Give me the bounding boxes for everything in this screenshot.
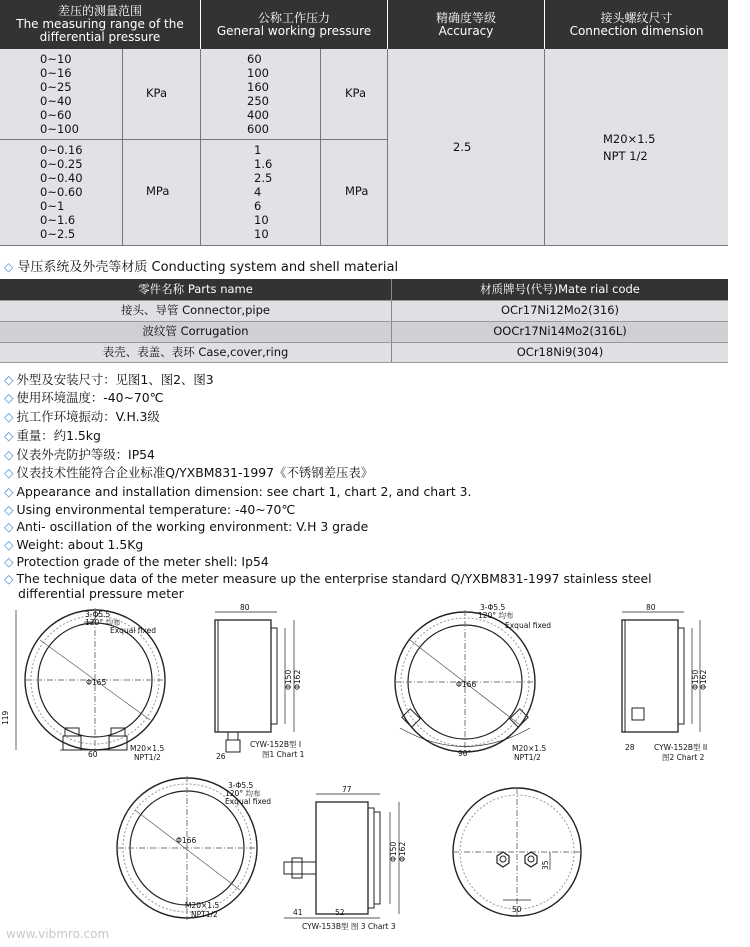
- chart3-holes: 3-Φ5.5: [228, 781, 254, 790]
- mpa-working-item: 6: [254, 199, 262, 213]
- diamond-bullet-icon: ◇: [4, 571, 14, 586]
- kpa-working-item: 100: [247, 66, 269, 80]
- note-item: ◇ 仪表外壳防护等级：IP54: [4, 447, 155, 462]
- mpa-range-item: 0~1.6: [40, 213, 76, 227]
- chart1-dim-150: Φ150: [284, 669, 293, 690]
- chart2-dim-28: 28: [625, 743, 635, 752]
- mpa-range-item: 0~0.25: [40, 157, 83, 171]
- chart3-dim-52: 52: [335, 908, 345, 917]
- kpa-working-item: 400: [247, 108, 269, 122]
- kpa-working-item: 60: [247, 52, 262, 66]
- chart3-thread: M20×1.5: [185, 901, 220, 910]
- note-item: ◇ 使用环境温度：-40~70℃: [4, 390, 164, 405]
- diamond-bullet-icon: ◇: [4, 554, 14, 569]
- chart1-thread2: NPT1/2: [134, 753, 161, 762]
- mpa-working-item: 2.5: [254, 171, 273, 185]
- mpa-range-list: [40, 143, 83, 241]
- mpa-range-item: 0~1: [40, 199, 65, 213]
- mpa-range-item: 0~0.60: [40, 185, 83, 199]
- note-item: ◇ Protection grade of the meter shell: Ip54: [4, 554, 269, 569]
- kpa-range-list: [40, 52, 79, 136]
- note-item: ◇ Using environmental temperature: -40~70℃: [4, 502, 296, 517]
- kpa-range-item: 0~25: [40, 80, 72, 94]
- kpa-range-item: 0~100: [40, 122, 79, 136]
- mpa-working-unit: MPa: [345, 184, 369, 198]
- chart2-dim-90: 90°: [458, 749, 472, 758]
- chart1-model: CYW-152B型 I: [250, 740, 302, 749]
- mpa-range-item: 0~2.5: [40, 227, 76, 241]
- chart2-thread2: NPT1/2: [514, 753, 541, 762]
- mpa-working-item: 1: [254, 143, 262, 157]
- watermark: www.vibmro.com: [6, 927, 110, 941]
- kpa-working-unit: KPa: [345, 86, 367, 100]
- diamond-bullet-icon: ◇: [4, 502, 14, 517]
- installation-drawings: [0, 600, 750, 947]
- table-row: 表壳、表盖、表环 Case,cover,ring OCr18Ni9(304): [0, 342, 728, 363]
- diamond-bullet-icon: ◇: [4, 428, 14, 443]
- table-row: 接头、导管 Connector,pipe OCr17Ni12Mo2(316): [0, 300, 728, 321]
- note-item: ◇ Appearance and installation dimension: see chart 1, chart 2, and chart 3.: [4, 484, 472, 499]
- chart1-holes-angle: 120° 均布: [85, 618, 121, 627]
- chart1-dim-119: 119: [1, 710, 10, 725]
- chart3-rear-view: [453, 788, 582, 916]
- chart2-dim-162: Φ162: [699, 669, 708, 690]
- chart3-dim-162: Φ162: [398, 841, 407, 862]
- note-item: ◇ 仪表技术性能符合企业标准Q/YXBM831-1997《不锈钢差压表》: [4, 465, 374, 480]
- note-item: ◇ 重量：约1.5kg: [4, 428, 101, 443]
- chart1-dim-26: 26: [216, 752, 226, 761]
- diamond-bullet-icon: ◇: [4, 537, 14, 552]
- diamond-bullet-icon: ◇: [4, 484, 14, 499]
- chart1-holes-en: Exqual fixed: [110, 626, 157, 635]
- header-accuracy: 精确度等级 Accuracy: [388, 0, 544, 49]
- diamond-bullet-icon: ◇: [4, 465, 14, 480]
- material-table: [0, 279, 728, 363]
- chart1-holes: 3-Φ5.5: [85, 610, 111, 619]
- chart3-side-view: [284, 794, 399, 918]
- spec-table: [0, 0, 728, 246]
- chart1-dim-80: 80: [240, 603, 250, 612]
- header-range: 差压的测量范围 The measuring range of the differential pressure: [0, 0, 200, 49]
- note-item: ◇ 外型及安装尺寸：见图1、图2、图3: [4, 372, 214, 387]
- chart3-dim-41: 41: [293, 908, 303, 917]
- chart3-thread2: NPT1/2: [191, 910, 218, 919]
- chart2-side-view: [622, 612, 700, 732]
- accuracy-value: 2.5: [453, 140, 472, 154]
- diamond-bullet-icon: ◇: [4, 390, 14, 405]
- mpa-working-list: [254, 143, 272, 241]
- note-item: ◇ 抗工作环境振动：V.H.3级: [4, 409, 160, 424]
- note-item: ◇ The technique data of the meter measure up the enterprise standard Q/YXBM831-1997 stainless steel: [4, 571, 652, 586]
- kpa-working-item: 250: [247, 94, 269, 108]
- chart3-dim-150: Φ150: [389, 841, 398, 862]
- header-connection: 接头螺纹尺寸 Connection dimension: [545, 0, 728, 49]
- chart1-dim-162: Φ162: [293, 669, 302, 690]
- header-working: 公称工作压力 General working pressure: [201, 0, 387, 49]
- diamond-bullet-icon: ◇: [4, 372, 14, 387]
- chart3-dim-77: 77: [342, 785, 352, 794]
- table-row: 波纹管 Corrugation OOCr17Ni14Mo2(316L): [0, 321, 728, 342]
- chart1-dim-60: 60: [88, 750, 98, 759]
- chart1-label: 图1 Chart 1: [262, 750, 305, 759]
- kpa-range-item: 0~40: [40, 94, 72, 108]
- chart1-side-view: [215, 612, 294, 752]
- chart2-model: CYW-152B型 II: [654, 743, 708, 752]
- diamond-bullet-icon: ◇: [4, 447, 14, 462]
- kpa-working-list: [247, 52, 269, 136]
- kpa-working-item: 600: [247, 122, 269, 136]
- kpa-unit: KPa: [146, 86, 168, 100]
- chart3-label: CYW-153B型 图 3 Chart 3: [302, 922, 396, 931]
- mpa-working-item: 4: [254, 185, 262, 199]
- mpa-unit: MPa: [146, 184, 170, 198]
- material-section-title: ◇ 导压系统及外壳等材质 Conducting system and shell material: [4, 260, 399, 275]
- kpa-range-item: 0~10: [40, 52, 72, 66]
- mpa-working-item: 10: [254, 227, 269, 241]
- chart3-holes-angle: 120° 均布: [225, 789, 261, 798]
- chart3-dim-50: 50: [512, 905, 522, 914]
- diamond-bullet-icon: ◇: [4, 409, 14, 424]
- note-item: ◇ Weight: about 1.5Kg: [4, 537, 144, 552]
- chart2-label: 图2 Chart 2: [662, 753, 705, 762]
- chart3-dim-35: 35: [541, 860, 550, 870]
- kpa-range-item: 0~60: [40, 108, 72, 122]
- note-item: ◇ Anti- oscillation of the working environment: V.H 3 grade: [4, 519, 369, 534]
- chart2-holes-en: Exqual fixed: [505, 621, 552, 630]
- chart2-holes: 3-Φ5.5: [480, 603, 506, 612]
- note-item: differential pressure meter: [18, 586, 184, 601]
- diamond-bullet-icon: ◇: [4, 260, 14, 274]
- mpa-working-item: 10: [254, 213, 269, 227]
- diamond-bullet-icon: ◇: [4, 519, 14, 534]
- chart1-dia: Φ165: [86, 678, 107, 687]
- chart2-dim-150: Φ150: [691, 669, 700, 690]
- chart3-holes-en: Exqual fixed: [225, 797, 272, 806]
- chart2-dia: Φ166: [456, 680, 477, 689]
- kpa-working-item: 160: [247, 80, 269, 94]
- chart3-dia: Φ166: [176, 836, 197, 845]
- chart2-dim-80: 80: [646, 603, 656, 612]
- mpa-range-item: 0~0.16: [40, 143, 83, 157]
- connection-value: M20×1.5 NPT 1/2: [603, 132, 656, 163]
- kpa-range-item: 0~16: [40, 66, 72, 80]
- chart2-holes-angle: 120° 均布: [478, 611, 514, 620]
- material-header-row: 零件名称 Parts name 材质牌号(代号)Mate rial code: [0, 279, 728, 300]
- chart1-thread: M20×1.5: [130, 744, 165, 753]
- mpa-range-item: 0~0.40: [40, 171, 83, 185]
- mpa-working-item: 1.6: [254, 157, 273, 171]
- chart2-thread: M20×1.5: [512, 744, 547, 753]
